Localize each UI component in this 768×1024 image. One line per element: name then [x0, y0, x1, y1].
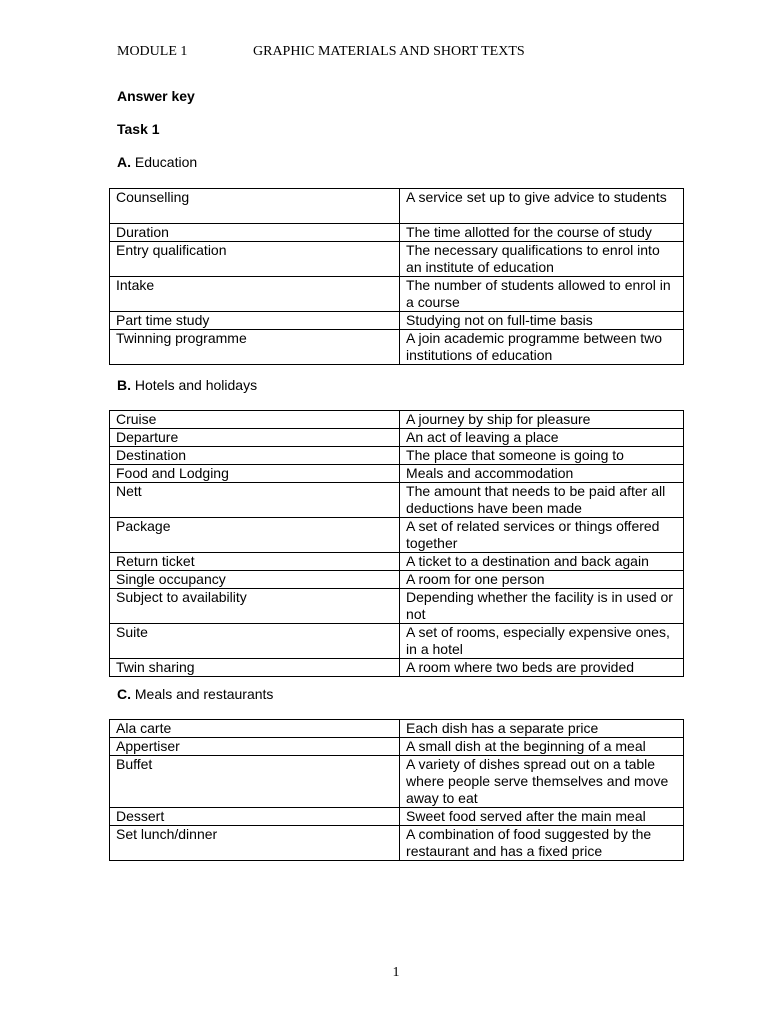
section-name: Education [134, 154, 198, 170]
hotels-table [109, 410, 684, 677]
definition-cell: The amount that needs to be paid after all deductions have been made [400, 483, 684, 518]
definition-cell: Studying not on full-time basis [400, 312, 684, 330]
term-cell: Departure [110, 429, 400, 447]
module-label: MODULE 1 [117, 44, 188, 59]
term-cell: Single occupancy [110, 571, 400, 589]
section-name: Hotels and holidays [134, 377, 258, 393]
definition-cell: A ticket to a destination and back again [400, 553, 684, 571]
table-row [110, 465, 684, 483]
section-letter: A. [117, 154, 131, 170]
table-row [110, 571, 684, 589]
term-cell: Duration [110, 224, 400, 242]
term-cell: Suite [110, 624, 400, 659]
table-row [110, 483, 684, 518]
term-cell: Package [110, 518, 400, 553]
section-a-heading [117, 154, 197, 170]
definition-cell: Sweet food served after the main meal [400, 808, 684, 826]
definition-cell: The number of students allowed to enrol in a course [400, 277, 684, 312]
term-cell: Dessert [110, 808, 400, 826]
definition-cell: The time allotted for the course of study [400, 224, 684, 242]
table-row [110, 624, 684, 659]
definition-cell: A set of related services or things offered together [400, 518, 684, 553]
definition-cell: Depending whether the facility is in used or not [400, 589, 684, 624]
section-b-heading [117, 377, 257, 393]
table-row [110, 312, 684, 330]
definition-cell: A join academic programme between two institutions of education [400, 330, 684, 365]
definition-cell: A journey by ship for pleasure [400, 411, 684, 429]
definition-cell: Each dish has a separate price [400, 720, 684, 738]
table-row [110, 589, 684, 624]
table-row [110, 330, 684, 365]
term-cell: Entry qualification [110, 242, 400, 277]
term-cell: Appertiser [110, 738, 400, 756]
table-row [110, 242, 684, 277]
table-row [110, 189, 684, 224]
term-cell: Cruise [110, 411, 400, 429]
definition-cell: The place that someone is going to [400, 447, 684, 465]
term-cell: Buffet [110, 756, 400, 808]
table-row [110, 756, 684, 808]
meals-table [109, 719, 684, 861]
table-row [110, 553, 684, 571]
term-cell: Nett [110, 483, 400, 518]
section-letter: C. [117, 686, 131, 702]
term-cell: Return ticket [110, 553, 400, 571]
term-cell: Ala carte [110, 720, 400, 738]
definition-cell: A service set up to give advice to students [400, 189, 684, 224]
table-row [110, 738, 684, 756]
term-cell: Intake [110, 277, 400, 312]
term-cell: Counselling [110, 189, 400, 224]
table-row [110, 518, 684, 553]
table-row [110, 224, 684, 242]
definition-cell: The necessary qualifications to enrol into an institute of education [400, 242, 684, 277]
definition-cell: A variety of dishes spread out on a table where people serve themselves and move away to eat [400, 756, 684, 808]
table-row [110, 808, 684, 826]
definition-cell: A small dish at the beginning of a meal [400, 738, 684, 756]
table-row [110, 720, 684, 738]
section-c-heading [117, 686, 273, 702]
term-cell: Subject to availability [110, 589, 400, 624]
table-row [110, 411, 684, 429]
definition-cell: A combination of food suggested by the restaurant and has a fixed price [400, 826, 684, 861]
module-title: GRAPHIC MATERIALS AND SHORT TEXTS [253, 44, 525, 59]
term-cell: Twin sharing [110, 659, 400, 677]
table-row [110, 659, 684, 677]
table-row [110, 447, 684, 465]
section-name: Meals and restaurants [134, 686, 274, 702]
term-cell: Destination [110, 447, 400, 465]
table-row [110, 429, 684, 447]
answer-key-heading: Answer key [117, 88, 195, 104]
definition-cell: A room for one person [400, 571, 684, 589]
term-cell: Twinning programme [110, 330, 400, 365]
section-letter: B. [117, 377, 131, 393]
term-cell: Part time study [110, 312, 400, 330]
table-row [110, 826, 684, 861]
definition-cell: A set of rooms, especially expensive ones, in a hotel [400, 624, 684, 659]
definition-cell: Meals and accommodation [400, 465, 684, 483]
definition-cell: An act of leaving a place [400, 429, 684, 447]
task-heading: Task 1 [117, 121, 160, 137]
table-row [110, 277, 684, 312]
page-number: 1 [392, 965, 400, 980]
definition-cell: A room where two beds are provided [400, 659, 684, 677]
education-table [109, 188, 684, 365]
term-cell: Set lunch/dinner [110, 826, 400, 861]
term-cell: Food and Lodging [110, 465, 400, 483]
